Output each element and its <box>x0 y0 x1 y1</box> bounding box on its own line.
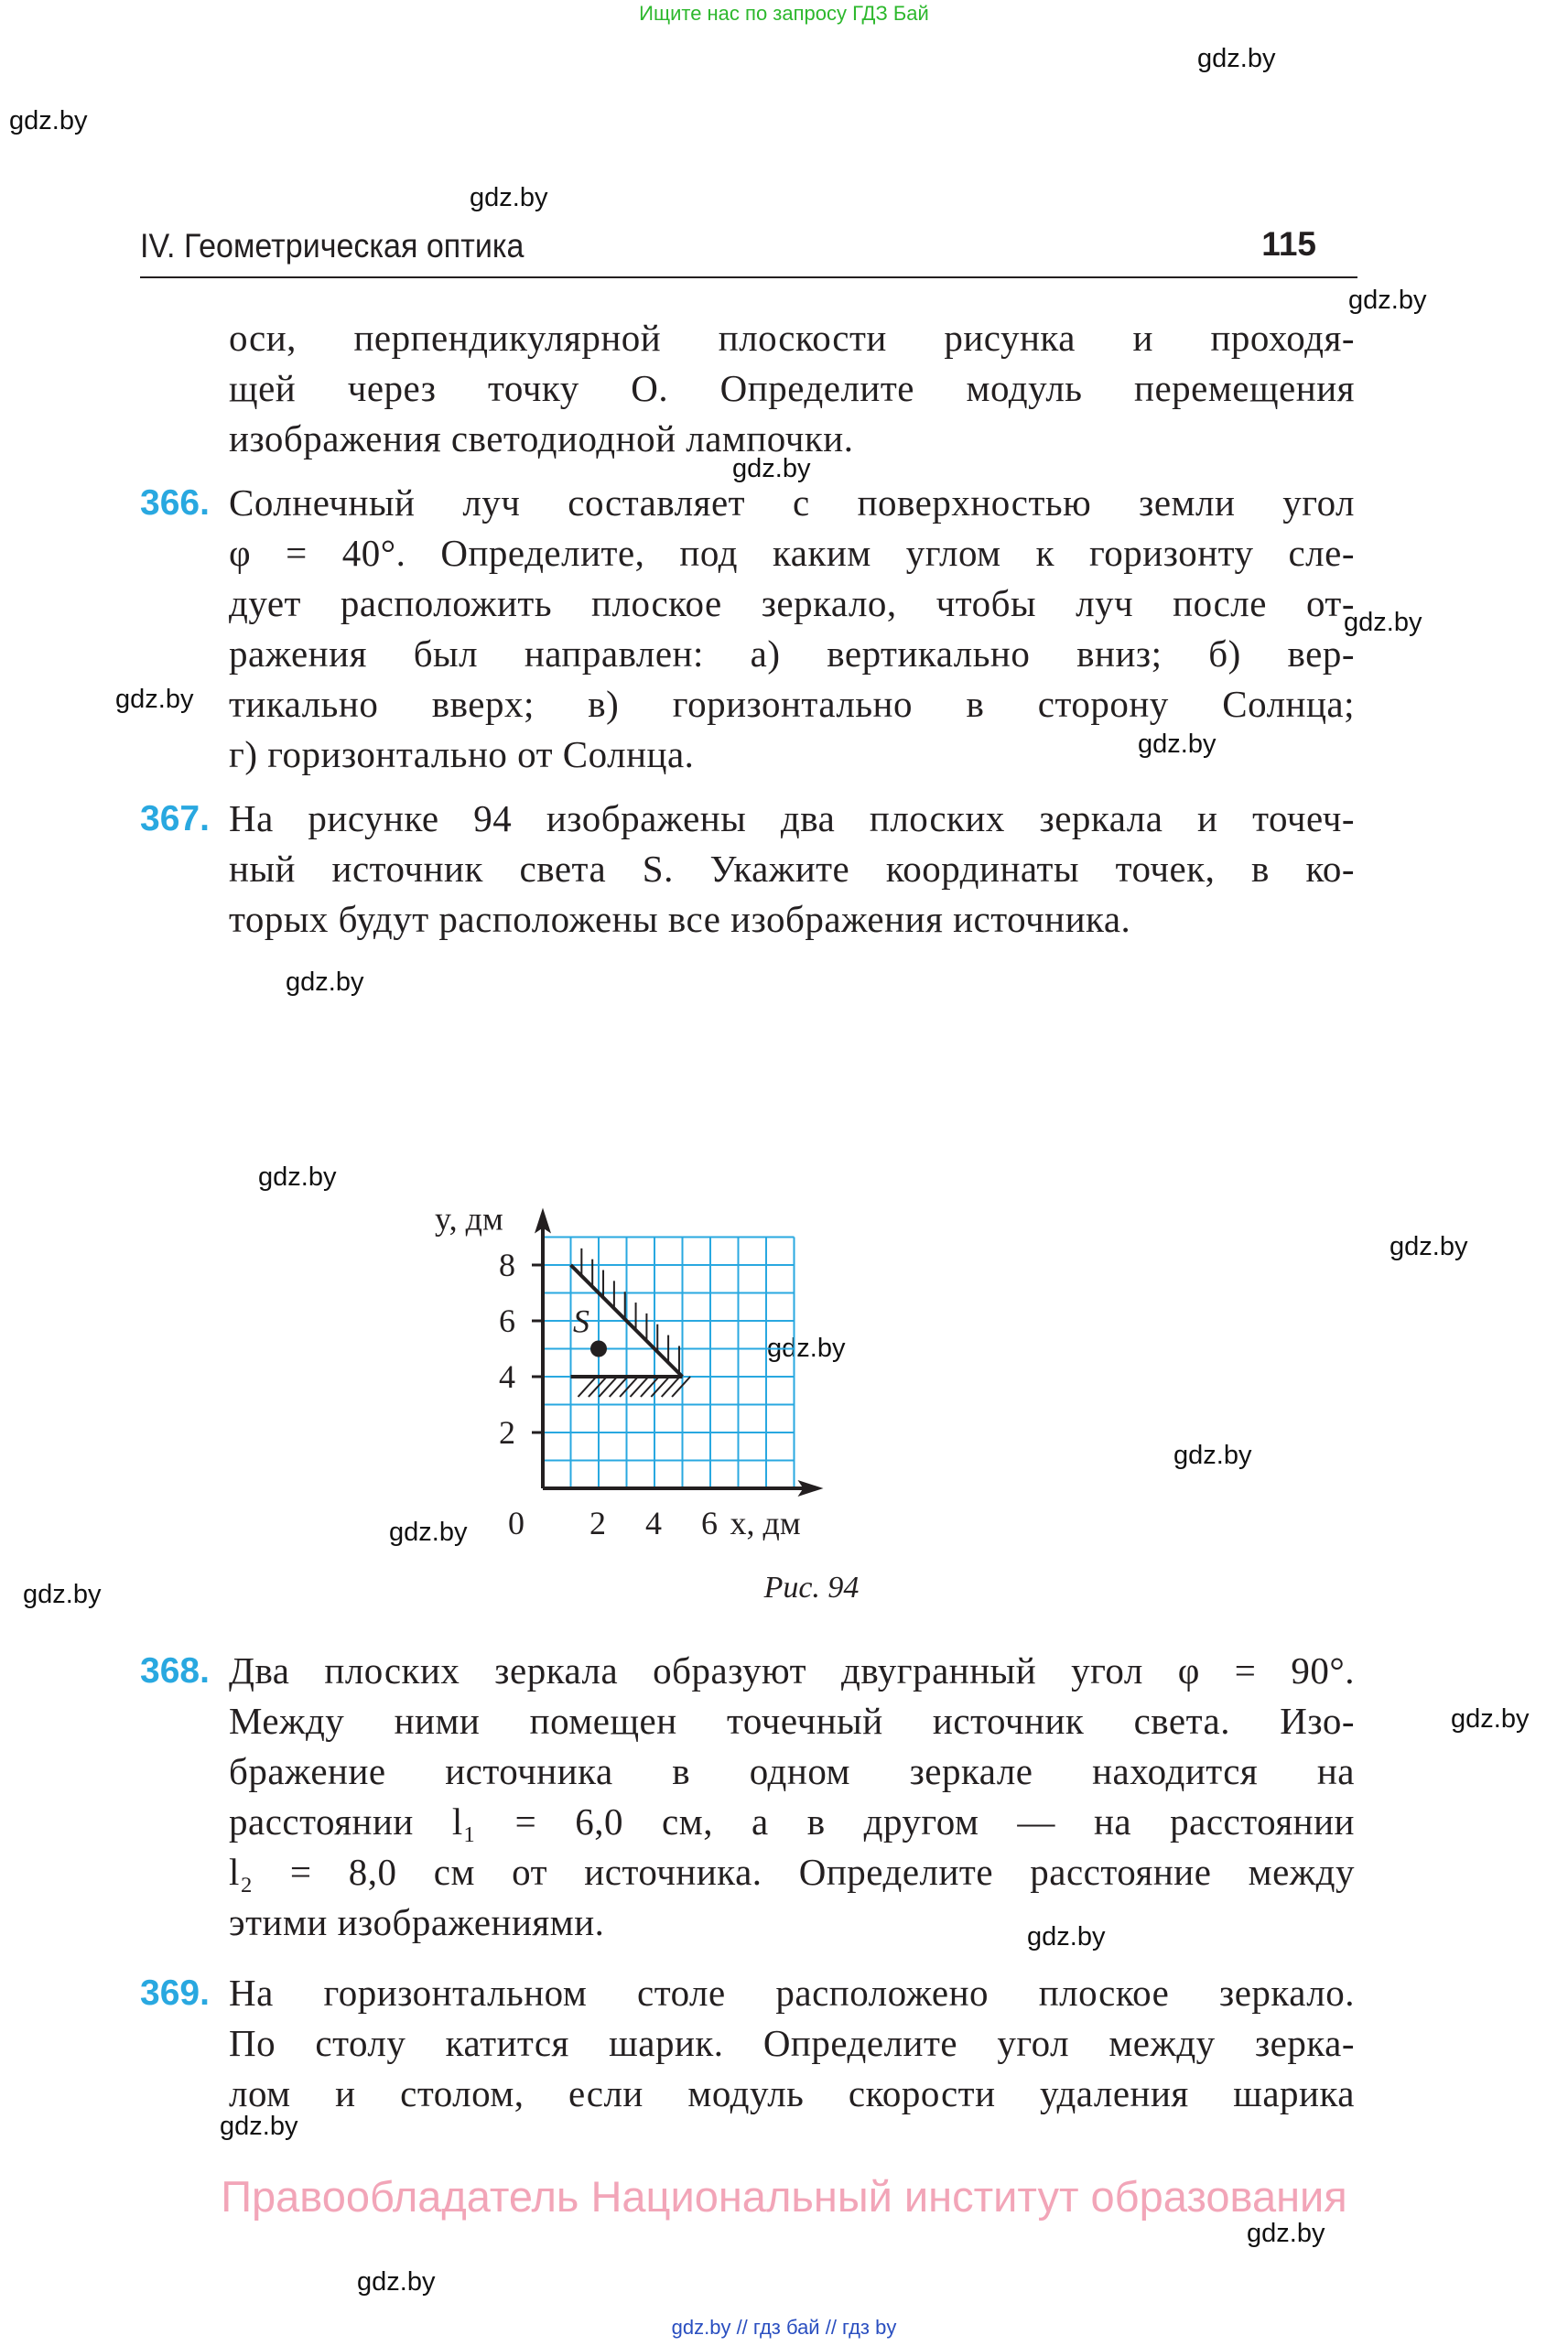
watermark: gdz.by <box>1173 1441 1252 1470</box>
text-line: лом и столом, если модуль скорости удаления шарика <box>229 2072 1355 2114</box>
text-line: расстоянии l₁ = 6,0 см, а в другом — на расстоянии <box>229 1800 1355 1843</box>
mirror-hatch <box>662 1377 680 1397</box>
text-line: торых будут расположены все изображения источника. <box>229 898 1131 940</box>
problem-number: 368. <box>140 1651 210 1691</box>
watermark: gdz.by <box>115 685 194 714</box>
text-line: φ = 40°. Определите, под каким углом к горизонту сле- <box>229 532 1355 574</box>
mirror-hatch <box>620 1377 638 1397</box>
text-line: По столу катится шарик. Определите угол между зерка- <box>229 2022 1355 2064</box>
text-line: оси, перпендикулярной плоскости рисунка и проходя- <box>229 317 1355 359</box>
watermark: gdz.by <box>9 106 88 135</box>
problem-number: 369. <box>140 1973 210 2013</box>
text-line: тикально вверх; в) горизонтально в сторону Солнца; <box>229 683 1355 725</box>
text-line: На горизонтальном столе расположено плоское зеркало. <box>229 1972 1355 2014</box>
watermark: gdz.by <box>23 1580 102 1609</box>
x-tick-label: 6 <box>701 1505 718 1541</box>
x-axis-label: x, дм <box>730 1505 801 1541</box>
text-line: На рисунке 94 изображены два плоских зеркала и точеч- <box>229 797 1355 839</box>
axis-labels <box>435 1201 801 1542</box>
source-label: S <box>573 1303 589 1340</box>
watermark: gdz.by <box>767 1334 846 1363</box>
watermark: gdz.by <box>389 1518 468 1547</box>
text-line: ный источник света S. Укажите координаты точек, в ко- <box>229 848 1355 890</box>
watermark: gdz.by <box>1197 44 1276 73</box>
top-banner[interactable]: Ищите нас по запросу ГДЗ Бай <box>639 2 929 25</box>
problem-number: 367. <box>140 799 210 838</box>
source-point <box>590 1341 607 1357</box>
y-axis-label: y, дм <box>435 1200 503 1238</box>
x-tick-label: 2 <box>589 1505 606 1541</box>
origin-label: 0 <box>508 1505 524 1541</box>
y-tick-label: 2 <box>499 1414 515 1451</box>
x-tick-label: 4 <box>645 1505 662 1541</box>
text-line: Солнечный луч составляет с поверхностью земли угол <box>229 481 1355 524</box>
watermark: gdz.by <box>1344 608 1422 637</box>
y-tick-label: 6 <box>499 1303 515 1339</box>
watermark: gdz.by <box>1451 1704 1530 1734</box>
problem-number: 366. <box>140 483 210 523</box>
figure-caption: Рис. 94 <box>763 1571 860 1605</box>
text-line: Между ними помещен точечный источник света. Изо- <box>229 1700 1355 1742</box>
watermark: gdz.by <box>1247 2219 1325 2248</box>
text-line: щей через точку O. Определите модуль перемещения <box>229 367 1355 409</box>
watermark: gdz.by <box>220 2112 298 2141</box>
watermark: gdz.by <box>1390 1232 1468 1261</box>
watermark: gdz.by <box>357 2267 436 2297</box>
mirror-hatch <box>672 1377 690 1397</box>
copyright: Правообладатель Национальный институт образования <box>221 2172 1347 2221</box>
mirror-hatch <box>579 1377 597 1397</box>
text-line: бражение источника в одном зеркале находится на <box>229 1750 1355 1792</box>
watermark: gdz.by <box>286 968 364 997</box>
mirror-hatch <box>599 1377 617 1397</box>
page-header <box>140 225 1357 278</box>
mirror-hatch <box>589 1377 607 1397</box>
text-line: г) горизонтально от Солнца. <box>229 733 695 775</box>
text-line: дует расположить плоское зеркало, чтобы луч после от- <box>229 582 1355 624</box>
watermark: gdz.by <box>1138 730 1217 759</box>
watermark: gdz.by <box>732 454 811 483</box>
figure-94 <box>394 979 1089 1556</box>
mirror-hatch <box>641 1377 659 1397</box>
watermark: gdz.by <box>1027 1922 1106 1951</box>
watermark: gdz.by <box>258 1162 337 1192</box>
watermark: gdz.by <box>1348 286 1427 315</box>
text-line: l₂ = 8,0 см от источника. Определите расстояние между <box>229 1851 1355 1893</box>
y-tick-label: 4 <box>499 1358 515 1395</box>
watermark: gdz.by <box>470 183 548 212</box>
text-line: изображения светодиодной лампочки. <box>229 417 854 459</box>
text-line: Два плоских зеркала образуют двугранный угол φ = 90°. <box>229 1649 1355 1692</box>
y-tick-label: 8 <box>499 1247 515 1283</box>
page-number: 115 <box>1261 225 1316 263</box>
axes <box>532 1208 824 1497</box>
text-line: ражения был направлен: а) вертикально вниз; б) вер- <box>229 632 1355 675</box>
mirror-hatch <box>631 1377 649 1397</box>
mirror-hatch <box>610 1377 628 1397</box>
chapter-title: IV. Геометрическая оптика <box>140 227 524 265</box>
text-line: этими изображениями. <box>229 1901 605 1943</box>
footer-links[interactable]: gdz.by // гдз бай // гдз by <box>671 2316 897 2339</box>
